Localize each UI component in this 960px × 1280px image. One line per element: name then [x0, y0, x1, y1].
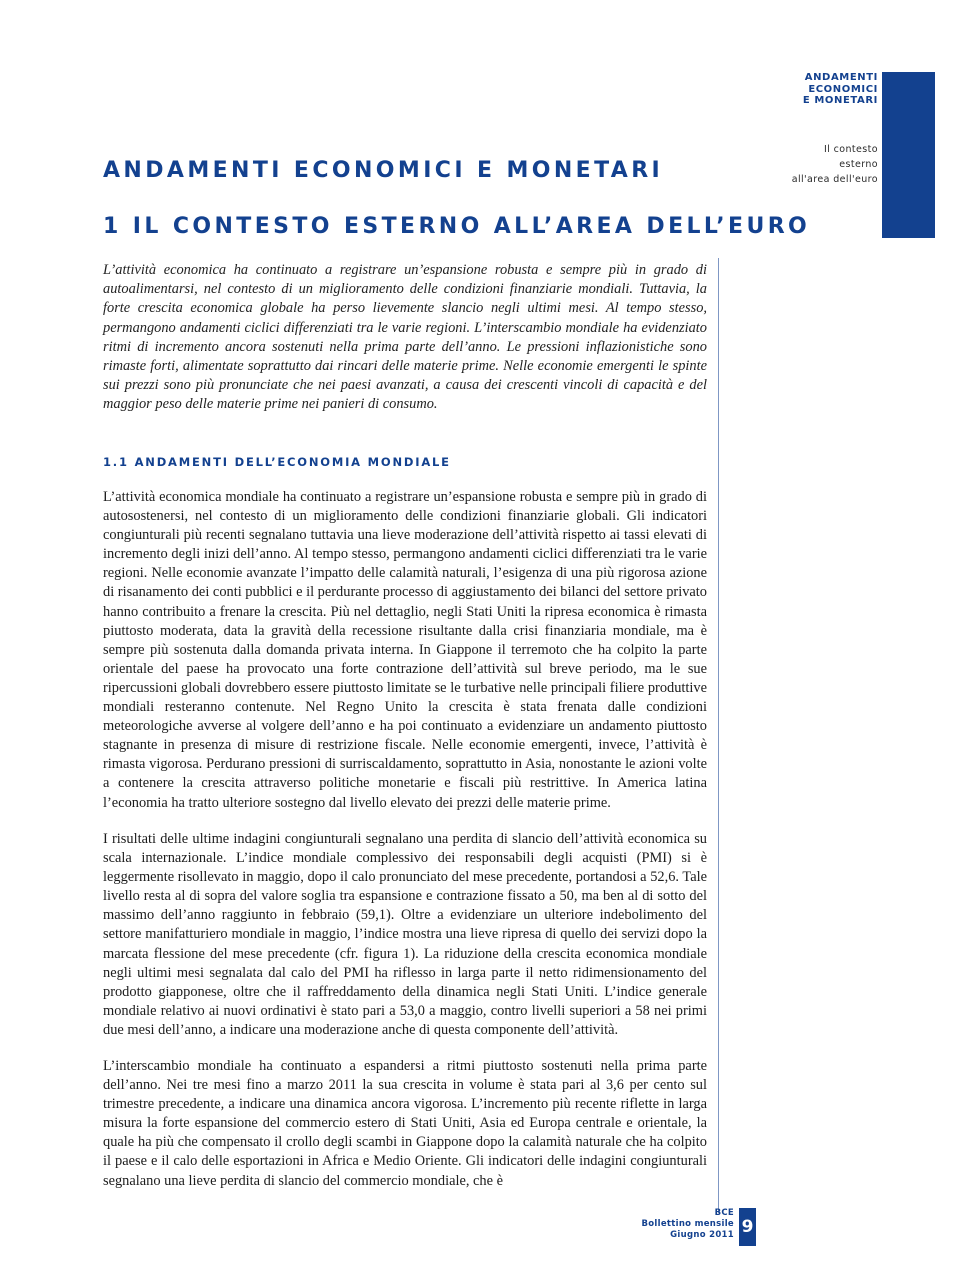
- section-heading: 1.1 ANDAMENTI DELL’ECONOMIA MONDIALE: [103, 455, 451, 469]
- footer-publication: Bollettino mensile: [641, 1219, 734, 1229]
- running-subsection-line: all'area dell'euro: [791, 174, 878, 185]
- running-section-title: [768, 72, 878, 107]
- footer-org: BCE: [714, 1208, 734, 1218]
- section-tab: [882, 72, 935, 238]
- page-footer: [614, 1208, 734, 1241]
- running-section-line: ANDAMENTI: [804, 72, 878, 83]
- body-paragraph: L’attività economica mondiale ha continuato a registrare un’espansione robusta e sempre più in grado di autosostenersi, nel contesto di un miglioramento delle condizioni finanziarie globali. Gli indicatori congiunturali più recenti segnalano tuttavia una lieve moderazione dell’attività rispetto ai tassi elevati di incremento degli inizi dell’anno. Al tempo stesso, permangono andamenti ciclici differenziati tra le varie regioni. Nelle economie avanzate l’impatto delle calamità naturali, l’esigenza di una più rigorosa azione di risanamento dei conti pubblici e il perdurante processo di aggiustamento dei bilanci del settore privato hanno contribuito a frenare la crescita. Più nel dettaglio, negli Stati Uniti la ripresa economica è rimasta piuttosto moderata, data la gravità della recessione risultante dalla crisi finanziaria mondiale, ma è sempre più sostenuta dalla domanda privata interna. In Giappone il terremoto che ha colpito la parte orientale del paese ha provocato una forte contrazione dell’attività sul breve periodo, ma le sue ripercussioni globali dovrebbero essere piuttosto limitate se le turbative nelle principali filiere produttive mondiali resteranno contenute. Nel Regno Unito la crescita è stata frenata dalle condizioni meteorologiche avverse al volgere dell’anno e ha poi continuato a evidenziare un andamento piuttosto stagnante in presenza di misure di restrizione fiscale. Nelle economie emergenti, invece, l’attività è rimasta vigorosa. Perdurano pressioni di surriscaldamento, soprattutto in Asia, nonostante le azioni volte a contenere la crescita attraverso politiche monetarie e fiscali più restrittive. In America latina l’economia ha tratto ulteriore sostegno dal livello elevato dei prezzi delle materie prime.: [103, 489, 707, 811]
- margin-rule: [718, 258, 719, 1213]
- page-title: ANDAMENTI ECONOMICI E MONETARI: [103, 158, 664, 183]
- body-paragraph: I risultati delle ultime indagini congiunturali segnalano una perdita di slancio dell’attività economica su scala internazionale. L’indice mondiale complessivo dei responsabili degli acquisti (PMI) si è leggermente risollevato in maggio, dopo il calo pronunciato del mese precedente, portandosi a 52,6. Tale livello resta al di sopra del valore soglia tra espansione e contrazione fissato a 50, ma ben al di sotto del massimo dell’anno raggiunto in febbraio (59,1). Oltre a evidenziare un ulteriore indebolimento del settore manifatturiero mondiale in maggio, l’indice mostra una lieve ripresa di quello dei servizi dopo la marcata flessione del mese precedente (cfr. figura 1). La riduzione della crescita economica mondiale negli ultimi mesi segnalata dal calo del PMI ha riflesso in larga parte il netto ridimensionamento del prodotto giapponese, oltre che il raffreddamento della dinamica negli Stati Uniti. L’indice generale mondiale relativo ai nuovi ordinativi è stato pari a 53,0 a maggio, contro livelli superiori a 58 nei primi due mesi dell’anno, a indicare una moderazione anche di questa componente dell’attività.: [103, 831, 707, 1038]
- lead-paragraph: L’attività economica ha continuato a registrare un’espansione robusta e sempre più in grado di autoalimentarsi, nel contesto di un miglioramento delle condizioni finanziarie mondiali. Tuttavia, la forte crescita economica globale ha perso lievemente slancio negli ultimi mesi. Al tempo stesso, permangono andamenti ciclici differenziati tra le varie regioni. L’interscambio mondiale ha evidenziato ritmi di incremento ancora sostenuti nella prima parte dell’anno. Le pressioni inflazionistiche sono rimaste forti, alimentate soprattutto dai rincari delle materie prime. Nelle economie emergenti le spinte sui prezzi sono più pronunciate che nei paesi avanzati, a causa dei crescenti vincoli di capacità e del maggior peso delle materie prime nei panieri di consumo.: [103, 262, 707, 413]
- body-paragraph: L’interscambio mondiale ha continuato a espandersi a ritmi piuttosto sostenuti nella prima parte dell’anno. Nei tre mesi fino a marzo 2011 la sua crescita in volume è stata pari al 3,6 per cento sul trimestre precedente, a indicare una dinamica ancora vigorosa. L’incremento più recente riflette in larga misura la forte espansione del commercio estero di Stati Uniti, Asia ed Europa centrale e orientale, la quale ha più che compensato il crollo degli scambi in Giappone dopo la calamità naturale che ha colpito il paese e il calo delle esportazioni in Africa e Medio Oriente. Gli indicatori delle indagini congiunturali segnalano una lieve perdita di slancio del commercio mondiale, che è: [103, 1058, 707, 1189]
- running-section-line: E MONETARI: [802, 95, 878, 106]
- running-subsection-line: Il contesto: [824, 144, 878, 155]
- page-number: 9: [739, 1208, 756, 1246]
- running-subsection-title: [748, 142, 878, 187]
- footer-issue: Giugno 2011: [670, 1230, 734, 1240]
- chapter-title: 1 IL CONTESTO ESTERNO ALL’AREA DELL’EURO: [103, 214, 811, 239]
- running-section-line: ECONOMICI: [808, 83, 878, 95]
- running-subsection-line: esterno: [839, 159, 878, 170]
